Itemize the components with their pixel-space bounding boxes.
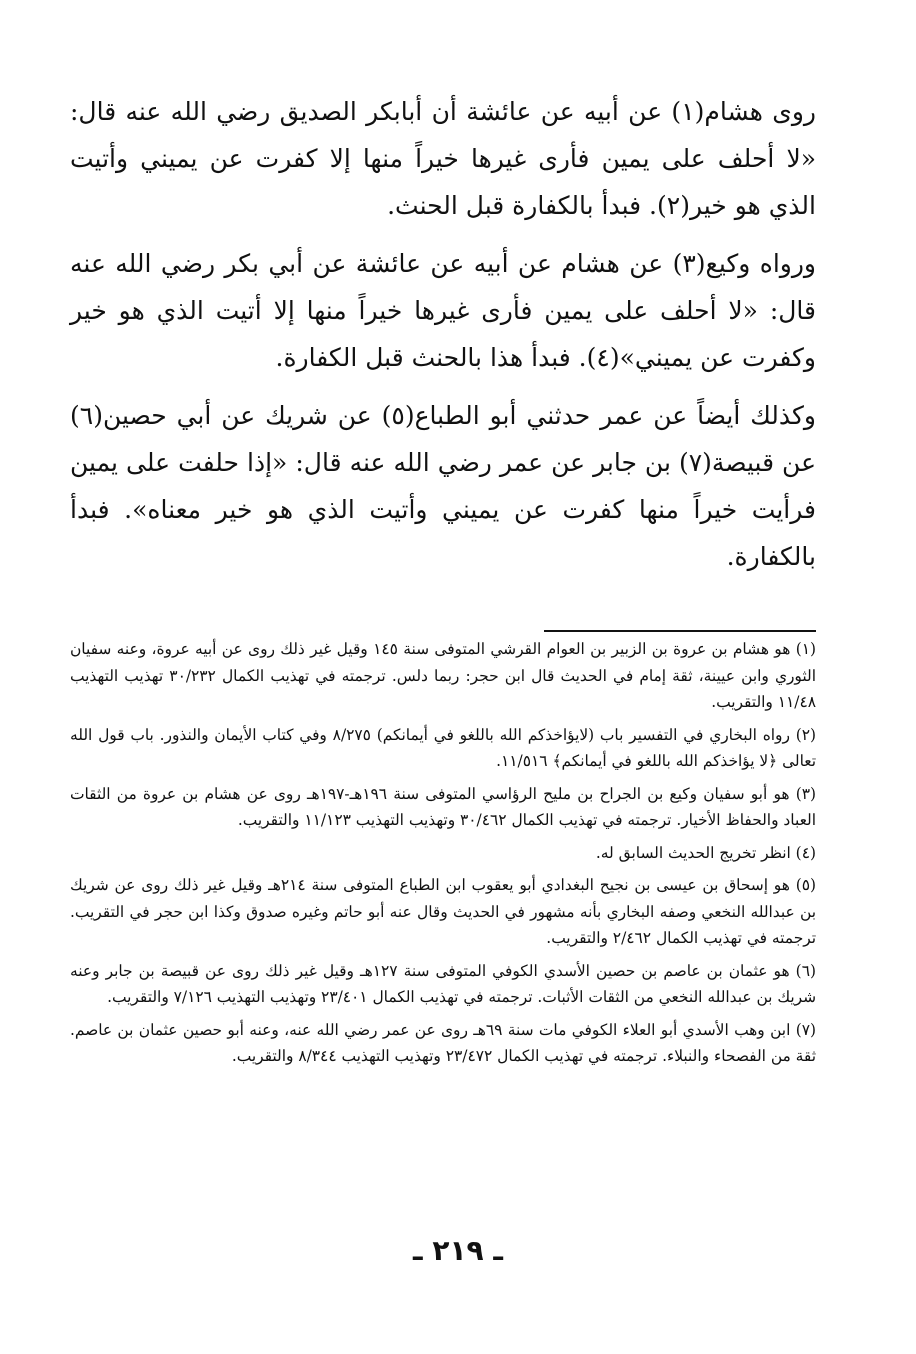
footnote-5: (٥) هو إسحاق بن عيسى بن نجيح البغدادي أبو يعقوب ابن الطباع المتوفى سنة ٢١٤هـ وقيل غير ذلك روى عن شريك بن عبدالله النخعي وصفه البخاري بأنه مشهور في الحديث وقال عنه أبو حاتم وغيره صدوق وكذا ابن حجر في التقريب. ترجمته في تهذيب الكمال ٢/٤٦٢ والتقريب. [70,876,816,947]
page-number: ـ ٢١٩ ـ [413,1234,503,1267]
footnote-4: (٤) انظر تخريج الحديث السابق له. [595,843,816,862]
footnotes [70,636,816,1076]
paragraph-1: روى هشام(١) عن أبيه عن عائشة أن أبابكر الصديق رضي الله عنه قال: «لا أحلف على يمين فأرى غيرها خيراً منها إلا كفرت عن يميني وأتيت الذي هو خير(٢). فبدأ بالكفارة قبل الحنث. [70,97,816,220]
footnote-6: (٦) هو عثمان بن عاصم بن حصين الأسدي الكوفي المتوفى سنة ١٢٧هـ وقيل غير ذلك روى عن قبيصة بن جابر وعنه شريك بن عبدالله النخعي من الثقات الأثبات. ترجمته في تهذيب الكمال ٢٣/٤٠١ وتهذيب التهذيب ٧/١٢٦ والتقريب. [70,961,816,1006]
footnote-3: (٣) هو أبو سفيان وكيع بن الجراح بن مليح الرؤاسي المتوفى سنة ١٩٦هـ-١٩٧هـ روى عن هشام بن عروة من الثقات العباد والحفاظ الأخيار. ترجمته في تهذيب الكمال ٣٠/٤٦٢ وتهذيب التهذيب ١١/١٢٣ والتقريب. [70,784,817,829]
footnote-1: (١) هو هشام بن عروة بن الزبير بن العوام القرشي المتوفى سنة ١٤٥ وقيل غير ذلك روى عن أبيه عروة، وعنه سفيان الثوري وابن عيينة، ثقة إمام في الحديث قال ابن حجر: ربما دلس. ترجمته في تهذيب الكمال ٣٠/٢٣٢ تهذيب التهذيب ١١/٤٨ والتقريب. [70,640,816,711]
footnote-7: (٧) ابن وهب الأسدي أبو العلاء الكوفي مات سنة ٦٩هـ روى عن عمر رضي الله عنه، وعنه أبو حصين عثمان بن عاصم. ثقة من الفصحاء والنبلاء. ترجمته في تهذيب الكمال ٢٣/٤٧٢ وتهذيب التهذيب ٨/٣٤٤ والتقريب. [70,1020,816,1065]
footnote-2: (٢) رواه البخاري في التفسير باب (لايؤاخذكم الله باللغو في أيمانكم) ٨/٢٧٥ وفي كتاب الأيمان والنذور. باب قول الله تعالى ﴿لا يؤاخذكم الله باللغو في أيمانكم﴾ ١١/٥١٦. [70,725,817,770]
paragraph-2: ورواه وكيع(٣) عن هشام عن أبيه عن عائشة عن أبي بكر رضي الله عنه قال: «لا أحلف على يمين فأرى غيرها خيراً منها إلا أتيت الذي هو خير وكفرت عن يميني»(٤). فبدأ هذا بالحنث قبل الكفارة. [70,249,816,372]
main-text [70,88,816,591]
footnote-divider [544,630,816,632]
paragraph-3: وكذلك أيضاً عن عمر حدثني أبو الطباع(٥) عن شريك عن أبي حصين(٦) عن قبيصة(٧) بن جابر عن عمر رضي الله عنه قال: «إذا حلفت على يمين فرأيت خيراً منها كفرت عن يميني وأتيت الذي هو خير معناه». فبدأ بالكفارة. [70,401,816,571]
